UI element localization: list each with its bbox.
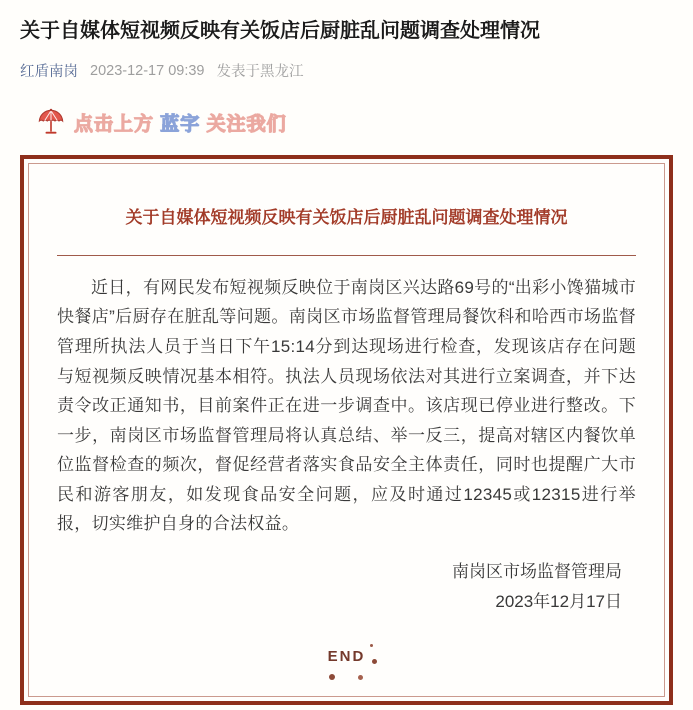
page-title: 关于自媒体短视频反映有关饭店后厨脏乱问题调查处理情况: [20, 20, 540, 42]
follow-text-part3: 关注我们: [200, 113, 287, 135]
signature-date: 2023年12月17日: [495, 591, 622, 611]
end-label: END: [328, 648, 366, 665]
publish-location: 发表于黑龙江: [216, 64, 304, 80]
notice-body: 近日，有网民发布短视频反映位于南岗区兴达路69号的“出彩小馋猫城市快餐店”后厨存在脏乱等问题。南岗区市场监督管理局餐饮科和哈西市场监督管理所执法人员于当日下午15:14分到达现场进行检查，发现该店存在问题与短视频反映情况基本相符。执法人员现场依法对其进行立案调查，并下达责令改正通知书，目前案件正在进一步调查中。该店现已停业进行整改。下一步，南岗区市场监督管理局将认真总结、举一反三，提高对辖区内餐饮单位监督检查的频次，督促经营者落实食品安全主体责任，同时也提醒广大市民和游客朋友，如发现食品安全问题，应及时通过12345或12315进行举报，切实维护自身的合法权益。: [57, 277, 636, 534]
follow-text-part1: 点击上方: [74, 113, 161, 135]
follow-instruction: [74, 109, 287, 136]
publish-datetime: 2023-12-17 09:39: [90, 62, 205, 79]
signature-org: 南岗区市场监督管理局: [452, 562, 622, 581]
title-divider: [57, 255, 636, 256]
notice-frame: [20, 155, 673, 705]
end-dots: [327, 674, 367, 682]
follow-text-blue-word: 蓝字: [160, 113, 201, 135]
follow-banner: [36, 107, 673, 137]
signature-block: [45, 557, 648, 616]
notice-frame-inner: [28, 163, 665, 697]
account-name-link[interactable]: 红盾南岗: [20, 64, 78, 80]
byline: [20, 60, 673, 81]
end-marker: [45, 648, 648, 682]
end-dot-right: [372, 659, 377, 664]
end-dot-bottom-right: [358, 675, 363, 680]
notice-title: 关于自媒体短视频反映有关饭店后厨脏乱问题调查处理情况: [125, 208, 568, 227]
end-dot-top: [370, 644, 373, 647]
end-dot-bottom-left: [329, 674, 335, 680]
umbrella-icon: [36, 107, 66, 137]
